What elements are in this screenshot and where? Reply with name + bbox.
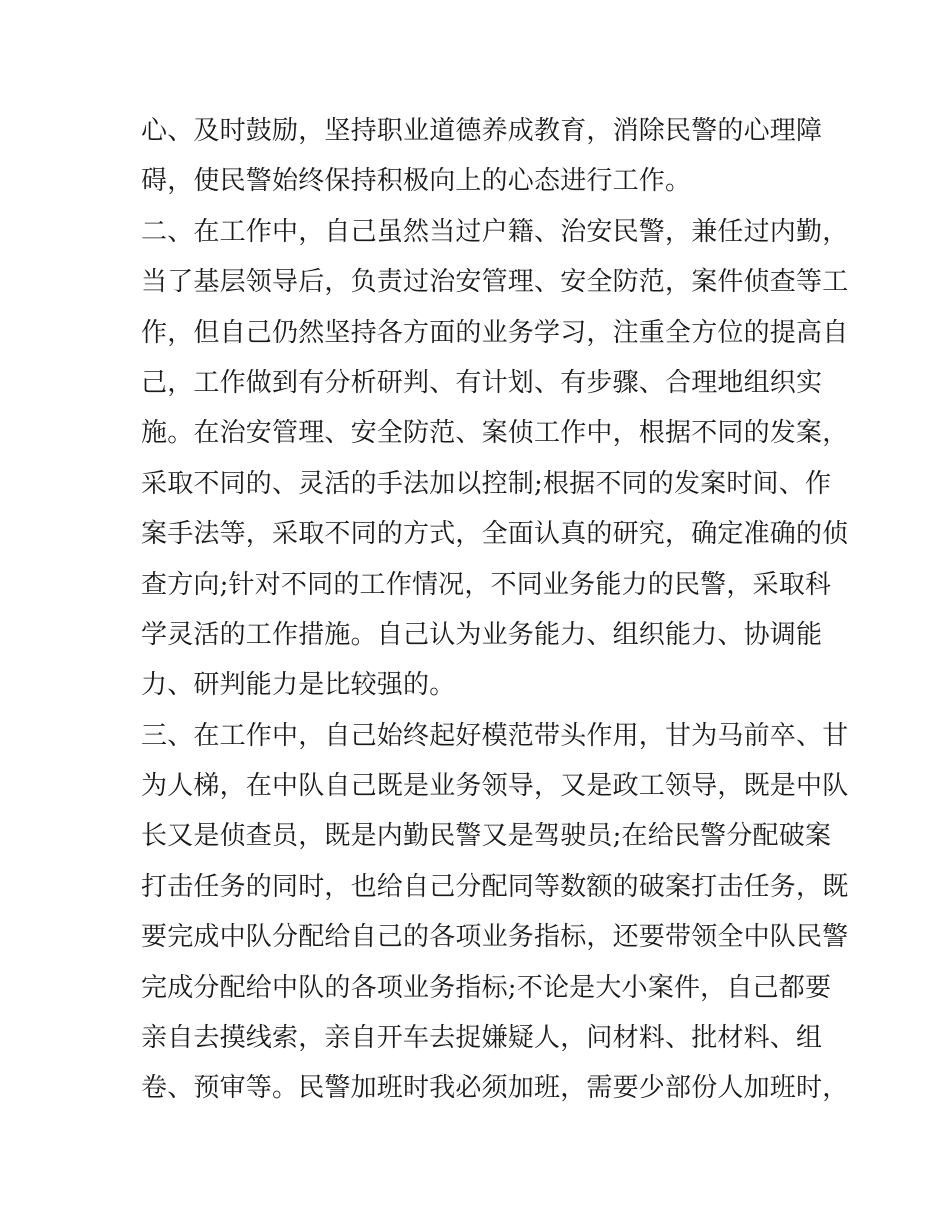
- text-line: 亲自去摸线索，亲自开车去捉嫌疑人，问材料、批材料、组: [141, 1023, 823, 1054]
- text-line: 采取不同的、灵活的手法加以控制;根据不同的发案时间、作: [141, 468, 832, 499]
- text-line: 力、研判能力是比较强的。: [141, 670, 456, 701]
- text-line: 学灵活的工作措施。自己认为业务能力、组织能力、协调能: [141, 619, 823, 650]
- text-line: 施。在治安管理、安全防范、案侦工作中，根据不同的发案，: [141, 418, 849, 449]
- text-line: 作，但自己仍然坚持各方面的业务学习，注重全方位的提高自: [141, 317, 849, 348]
- text-line: 当了基层领导后，负责过治安管理、安全防范，案件侦查等工: [141, 267, 849, 298]
- text-line: 卷、预审等。民警加班时我必须加班，需要少部份人加班时，: [141, 1073, 849, 1104]
- text-line: 二、在工作中，自己虽然当过户籍、治安民警，兼任过内勤，: [141, 216, 849, 247]
- text-line: 长又是侦查员，既是内勤民警又是驾驶员;在给民警分配破案: [141, 821, 832, 852]
- text-line: 打击任务的同时，也给自己分配同等数额的破案打击任务，既: [141, 871, 849, 902]
- text-line: 为人梯，在中队自己既是业务领导，又是政工领导，既是中队: [141, 771, 849, 802]
- text-line: 三、在工作中，自己始终起好模范带头作用，甘为马前卒、甘: [141, 720, 849, 751]
- text-line: 要完成中队分配给自己的各项业务指标，还要带领全中队民警: [141, 922, 849, 953]
- body-text: [141, 106, 849, 1114]
- text-line: 心、及时鼓励，坚持职业道德养成教育，消除民警的心理障: [141, 116, 823, 146]
- text-line: 完成分配给中队的各项业务指标;不论是大小案件，自己都要: [141, 972, 832, 1003]
- text-line: 碍，使民警始终保持积极向上的心态进行工作。: [141, 166, 692, 197]
- text-line: 案手法等，采取不同的方式，全面认真的研究，确定准确的侦: [141, 519, 849, 550]
- text-line: 己，工作做到有分析研判、有计划、有步骤、合理地组织实: [141, 367, 823, 398]
- text-line: 查方向;针对不同的工作情况，不同业务能力的民警，采取科: [141, 569, 832, 600]
